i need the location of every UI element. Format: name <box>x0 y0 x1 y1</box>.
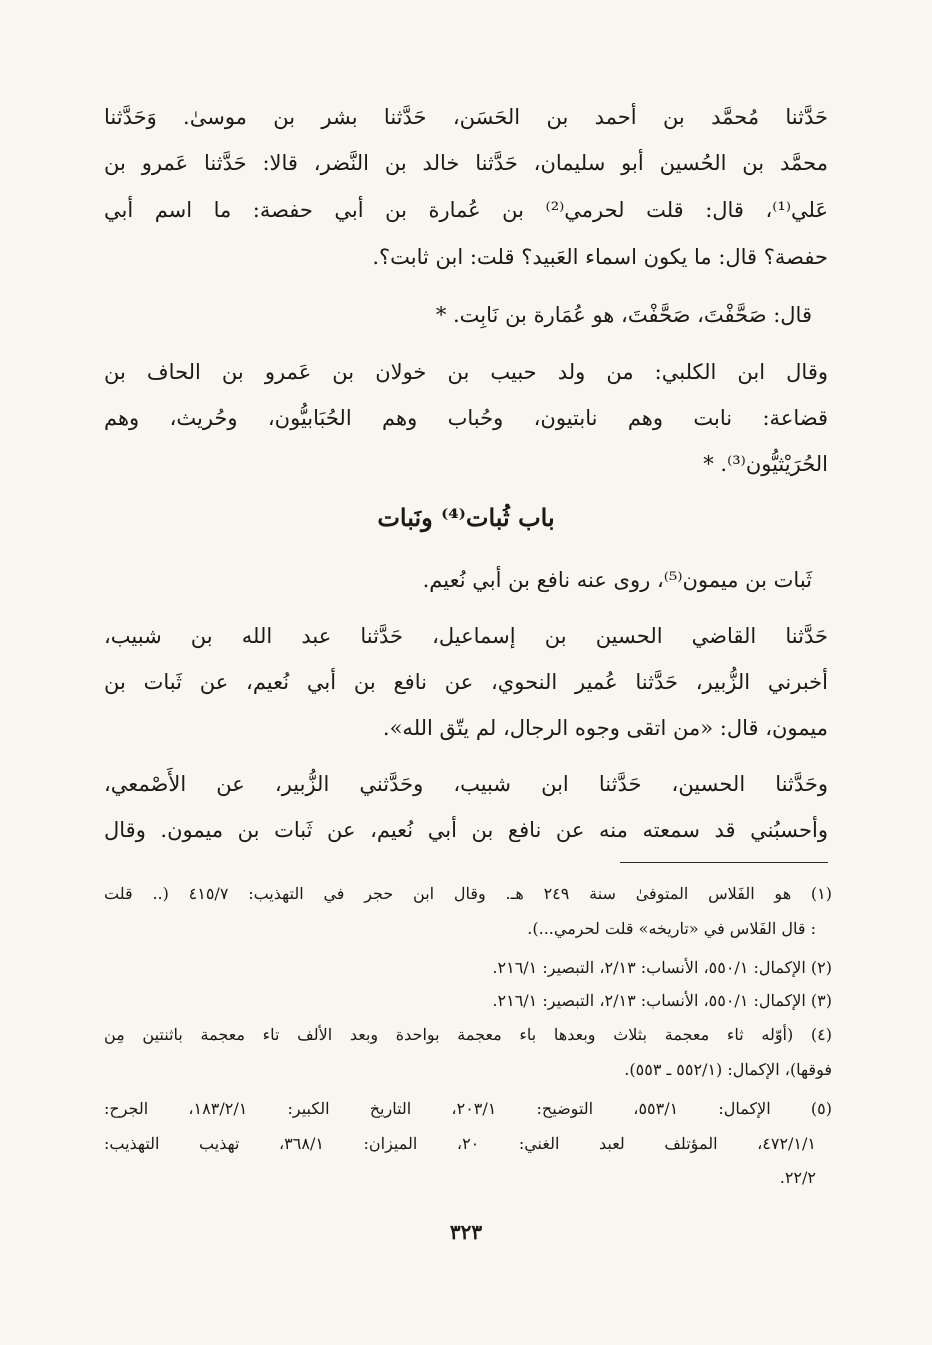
section-heading: باب ثُبات⁽⁴⁾ ونَبات <box>377 503 555 532</box>
footnote-2: (٢) الإكمال: ٥٥٠/١، الأنساب: ٢/١٣، التبصير: ٢١٦/١. <box>492 958 832 977</box>
paragraph-1-line-3: عَلي⁽¹⁾، قال: قلت لحرمي⁽²⁾ بن عُمارة بن أبي حفصة: ما اسم أبي <box>104 198 828 222</box>
footnote-4-line-1: (٤) (أوّله ثاء معجمة بثلاث وبعدها باء معجمة بواحدة وبعد الألف تاء معجمة باثنتين مِن <box>104 1025 832 1044</box>
paragraph-1-line-4: حفصة؟ قال: ما يكون اسماء العَبيد؟ قلت: ابن ثابت؟. <box>372 245 828 269</box>
footnote-1-line-2: : قال الفَلاس في «تاريخه» قلت لحرمي...). <box>527 919 816 938</box>
paragraph-6-line-1: وحَدَّثنا الحسين، حَدَّثنا ابن شبيب، وحَدَّثني الزُّبير، عن الأَصْمعي، <box>104 772 828 796</box>
footnote-separator <box>620 862 828 863</box>
footnote-4-line-2: فوقها)، الإكمال: (٥٥٢/١ ـ ٥٥٣). <box>624 1060 832 1079</box>
footnote-5-line-3: ٢٢/٢. <box>779 1168 816 1187</box>
paragraph-3-line-1: وقال ابن الكلبي: من ولد حبيب بن خولان بن عَمرو بن الحاف بن <box>104 360 828 384</box>
footnote-5-line-1: (٥) الإكمال: ٥٥٣/١، التوضيح: ٢٠٣/١، التاريخ الكبير: ١٨٣/٢/١، الجرح: <box>104 1099 833 1118</box>
footnote-1-line-1: (١) هو الفَلاس المتوفىٰ سنة ٢٤٩ هـ. وقال ابن حجر في التهذيب: ٤١٥/٧ (.. قلت <box>104 884 832 903</box>
paragraph-2: قال: صَحَّفْتَ، صَحَّفْتَ، هو عُمَارة بن نَابِت. * <box>435 303 812 327</box>
footnote-3: (٣) الإكمال: ٥٥٠/١، الأنساب: ٢/١٣، التبصير: ٢١٦/١. <box>492 991 832 1010</box>
paragraph-1-line-1: حَدَّثنا مُحمَّد بن أحمد بن الحَسَن، حَدَّثنا بشر بن موسىٰ. وَحَدَّثنا <box>104 105 828 129</box>
page-number: ٣٢٣ <box>449 1220 483 1244</box>
paragraph-6-line-2: وأحسبُني قد سمعته منه عن نافع بن أبي نُعيم، عن ثَبات بن ميمون. وقال <box>104 818 828 842</box>
paragraph-1-line-2: محمَّد بن الحُسين أبو سليمان، حَدَّثنا خالد بن النَّضر، قالا: حَدَّثنا عَمرو بن <box>104 151 828 175</box>
paragraph-4: ثَبات بن ميمون⁽⁵⁾، روى عنه نافع بن أبي نُعيم. <box>422 568 812 592</box>
paragraph-3-line-2: قضاعة: نابت وهم نابتيون، وحُباب وهم الحُبَابيُّون، وحُريث، وهم <box>104 406 828 430</box>
paragraph-5-line-1: حَدَّثنا القاضي الحسين بن إسماعيل، حَدَّثنا عبد الله بن شبيب، <box>104 624 828 648</box>
paragraph-5-line-2: أخبرني الزُّبير، حَدَّثنا عُمير النحوي، عن نافع بن أبي نُعيم، عن ثَبات بن <box>104 670 828 694</box>
paragraph-3-line-3: الحُرَيْثيُّون⁽³⁾. * <box>703 452 828 476</box>
footnote-5-line-2: ٤٧٢/١/١، المؤتلف لعبد الغني: ٢٠، الميزان: ٣٦٨/١، تهذيب التهذيب: <box>104 1134 816 1153</box>
paragraph-5-line-3: ميمون، قال: «من اتقى وجوه الرجال، لم يتّق الله». <box>382 716 828 740</box>
